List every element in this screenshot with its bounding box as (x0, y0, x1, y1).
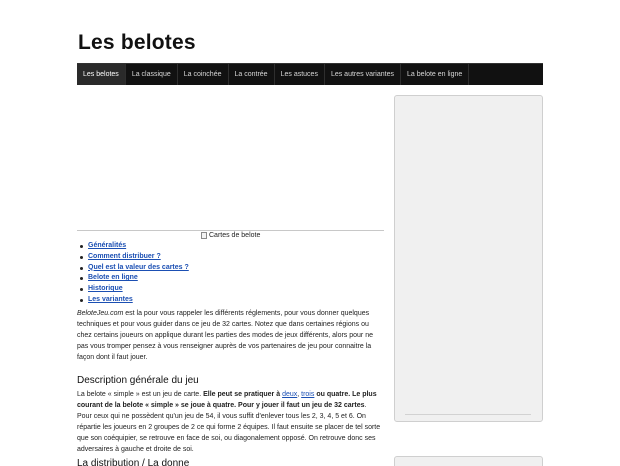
intro-paragraph (77, 309, 383, 364)
cards-image-alt: Cartes de belote (209, 232, 261, 239)
content-divider (77, 230, 384, 231)
table-of-contents (77, 241, 189, 306)
section-heading-description: Description générale du jeu (77, 375, 199, 386)
toc-item (77, 241, 189, 252)
sidebar-divider (405, 414, 531, 415)
toc-item (77, 284, 189, 295)
toc-link-historique[interactable]: Historique (88, 285, 123, 293)
nav-item-belote-en-ligne[interactable]: La belote en ligne (401, 64, 469, 85)
toc-item (77, 273, 189, 284)
toc-item (77, 295, 189, 306)
nav-item-les-belotes[interactable]: Les belotes (77, 64, 126, 85)
toc-item (77, 263, 189, 274)
main-content (77, 87, 385, 466)
desc-part-1: La belote « simple » est un jeu de carte. (77, 391, 204, 398)
broken-image-icon (201, 232, 207, 239)
desc-bold-1: Elle peut se pratiquer à (203, 391, 283, 398)
nav-item-autres-variantes[interactable]: Les autres variantes (325, 64, 401, 85)
site-title[interactable]: Les belotes (78, 31, 196, 54)
link-deux[interactable]: deux (282, 391, 298, 398)
link-trois[interactable]: trois (301, 391, 315, 398)
desc-bold-2: ou quatre. Le plus courant de la belote « simple » se joue à quatre. Pour y jouer il faut un jeu de 32 cartes (77, 391, 377, 409)
toc-link-belote-en-ligne[interactable]: Belote en ligne (88, 274, 138, 282)
desc-comma: , (297, 391, 302, 398)
intro-text: est la pour vous rappeler les différents réglements, pour vous donner quelques techniques et pour vous guider dans ce jeu de 32 cartes. Notez que dans certaines régions ou chez certains joueurs on applique durant les parties des modes de jeux différents, alors pour ne pas vous tromper pensez à vous renseigner auprès de vos partenaires de jeu pour connaitre la façon dont il faut jouer. (77, 310, 373, 361)
desc-part-4: . Pour ceux qui ne possèdent qu'un jeu de 54, il vous suffit d'enlever tous les 2, 3, 4, 5 et 6. On répartie les joueurs en 2 groupes de 2 ce qui forme 2 équipes. Il faut ensuite se placer de tel sorte que son coéquipier, se retrouve en face de soi, ou diagonalement opposé. On retrouve donc ses adversaires à gauche et droite de soi. (77, 401, 381, 453)
toc-link-comment-distribuer[interactable]: Comment distribuer ? (88, 252, 161, 260)
toc-item (77, 252, 189, 263)
main-nav (77, 63, 543, 85)
sidebar-widget (394, 95, 543, 422)
toc-link-valeur-cartes[interactable]: Quel est la valeur des cartes ? (88, 263, 189, 271)
nav-item-la-contree[interactable]: La contrée (229, 64, 275, 85)
sidebar-widget-2 (394, 456, 543, 466)
ad-space (77, 87, 385, 230)
nav-item-la-classique[interactable]: La classique (126, 64, 178, 85)
cards-image (201, 232, 260, 239)
section-heading-distribution: La distribution / La donne (77, 458, 190, 466)
intro-site-name: BeloteJeu.com (77, 310, 124, 317)
nav-item-la-coinchee[interactable]: La coinchée (178, 64, 229, 85)
toc-link-variantes[interactable]: Les variantes (88, 295, 133, 303)
nav-item-les-astuces[interactable]: Les astuces (275, 64, 325, 85)
toc-link-generalites[interactable]: Généralités (88, 242, 127, 249)
description-paragraph (77, 390, 383, 455)
